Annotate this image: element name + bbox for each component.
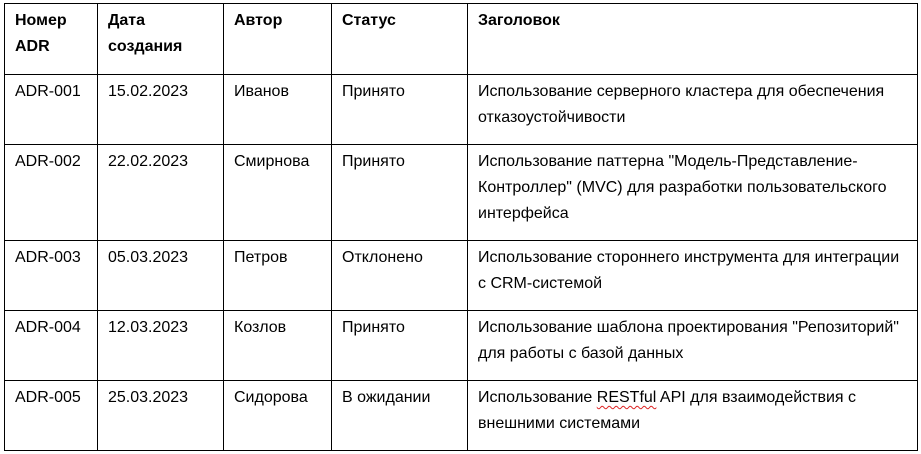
- table-row: [5, 75, 918, 145]
- cell-title-part: API для взаимодействия с внешними системами: [478, 389, 857, 432]
- cell-author: Козлов: [224, 311, 332, 381]
- cell-date: 25.03.2023: [98, 381, 224, 451]
- cell-author: Иванов: [224, 75, 332, 145]
- cell-number: ADR-004: [5, 311, 98, 381]
- header-title: Заголовок: [468, 4, 918, 75]
- cell-number: ADR-003: [5, 241, 98, 311]
- cell-number: ADR-005: [5, 381, 98, 451]
- header-number-line1: Номер: [15, 12, 67, 29]
- header-date-line1: Дата: [108, 12, 146, 29]
- cell-date: 15.02.2023: [98, 75, 224, 145]
- cell-title: Использование серверного кластера для обеспечения отказоустойчивости: [468, 75, 918, 145]
- cell-date: 22.02.2023: [98, 145, 224, 241]
- table-row: [5, 311, 918, 381]
- spellcheck-flagged-word: RESTful: [596, 389, 657, 406]
- cell-author: Сидорова: [224, 381, 332, 451]
- adr-table: [4, 3, 918, 451]
- cell-status: Принято: [332, 311, 468, 381]
- table-row: [5, 241, 918, 311]
- header-number-line2: ADR: [15, 38, 50, 55]
- cell-title: Использование стороннего инструмента для интеграции с CRM-системой: [468, 241, 918, 311]
- cell-title: Использование шаблона проектирования "Репозиторий" для работы с базой данных: [468, 311, 918, 381]
- cell-title: Использование паттерна "Модель-Представление-Контроллер" (MVC) для разработки пользовательского интерфейса: [468, 145, 918, 241]
- cell-author: Петров: [224, 241, 332, 311]
- cell-title: [468, 381, 918, 451]
- header-number: [5, 4, 98, 75]
- header-date: [98, 4, 224, 75]
- header-author: Автор: [224, 4, 332, 75]
- table-header-row: [5, 4, 918, 75]
- header-date-line2: создания: [108, 38, 183, 55]
- cell-status: Отклонено: [332, 241, 468, 311]
- table-row: [5, 145, 918, 241]
- cell-status: Принято: [332, 145, 468, 241]
- cell-date: 05.03.2023: [98, 241, 224, 311]
- cell-status: Принято: [332, 75, 468, 145]
- cell-number: ADR-001: [5, 75, 98, 145]
- cell-status: В ожидании: [332, 381, 468, 451]
- header-status: Статус: [332, 4, 468, 75]
- cell-date: 12.03.2023: [98, 311, 224, 381]
- cell-number: ADR-002: [5, 145, 98, 241]
- table-row: [5, 381, 918, 451]
- cell-title-part: Использование: [478, 389, 597, 406]
- cell-author: Смирнова: [224, 145, 332, 241]
